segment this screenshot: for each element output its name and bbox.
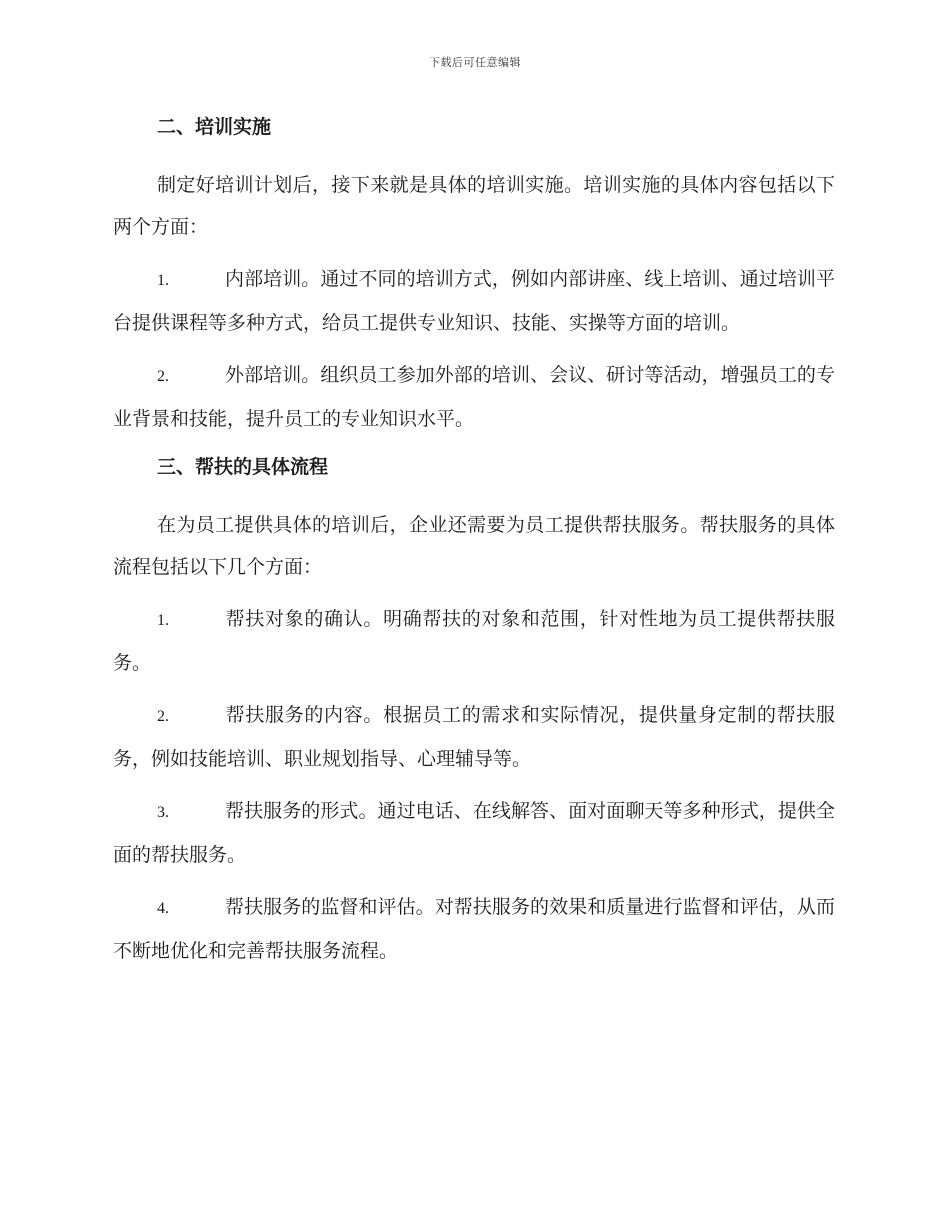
list-item-number: 2. xyxy=(157,708,169,725)
list-item xyxy=(113,694,835,780)
list-item-number: 1. xyxy=(157,612,169,629)
list-item-text: 内部培训。通过不同的培训方式，例如内部讲座、线上培训、通过培训平台提供课程等多种方式，给员工提供专业知识、技能、实操等方面的培训。 xyxy=(113,268,835,334)
list-item-number: 1. xyxy=(157,272,169,289)
list-item xyxy=(113,258,835,344)
list-item-text: 帮扶服务的形式。通过电话、在线解答、面对面聊天等多种形式，提供全面的帮扶服务。 xyxy=(113,800,835,866)
list-item-number: 3. xyxy=(157,804,169,821)
section-heading-support-process: 三、帮扶的具体流程 xyxy=(157,456,329,478)
list-item-number: 4. xyxy=(157,900,169,917)
list-item xyxy=(113,354,835,440)
list-item-number: 2. xyxy=(157,368,169,385)
header-note: 下载后可任意编辑 xyxy=(429,56,521,69)
list-item-text: 帮扶对象的确认。明确帮扶的对象和范围，针对性地为员工提供帮扶服务。 xyxy=(113,608,835,674)
list-item-text: 帮扶服务的内容。根据员工的需求和实际情况，提供量身定制的帮扶服务，例如技能培训、职业规划指导、心理辅导等。 xyxy=(113,704,835,770)
list-item xyxy=(113,886,835,972)
section-intro-paragraph: 制定好培训计划后，接下来就是具体的培训实施。培训实施的具体内容包括以下两个方面： xyxy=(113,174,835,238)
list-item-text: 外部培训。组织员工参加外部的培训、会议、研讨等活动，增强员工的专业背景和技能，提升员工的专业知识水平。 xyxy=(113,364,835,430)
list-item-text: 帮扶服务的监督和评估。对帮扶服务的效果和质量进行监督和评估，从而不断地优化和完善帮扶服务流程。 xyxy=(113,896,835,962)
section-heading-training-implementation: 二、培训实施 xyxy=(157,116,272,138)
section-intro-paragraph: 在为员工提供具体的培训后，企业还需要为员工提供帮扶服务。帮扶服务的具体流程包括以下几个方面： xyxy=(113,514,835,578)
list-item xyxy=(113,598,835,684)
list-item xyxy=(113,790,835,876)
document-body xyxy=(113,110,835,982)
